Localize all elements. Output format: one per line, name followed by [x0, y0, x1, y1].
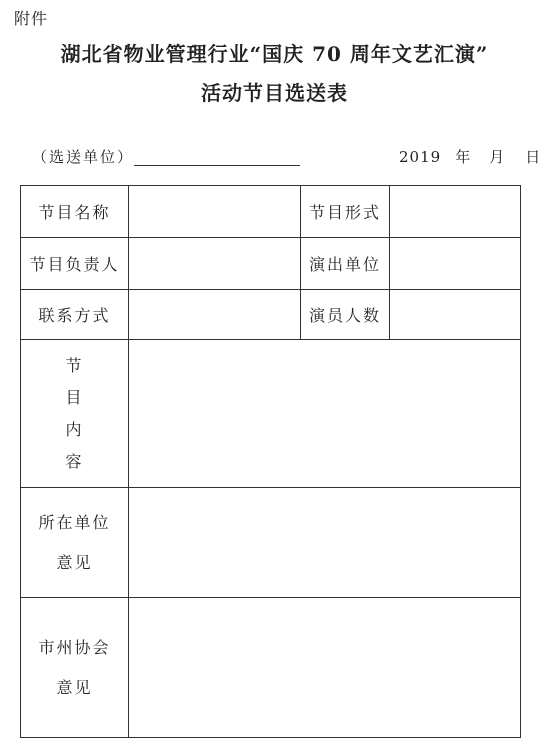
city-association-line1: 市州协会 [38, 637, 111, 657]
program-submission-table [20, 185, 521, 738]
program-format-field[interactable] [390, 186, 521, 238]
unit-opinion-line1: 所在单位 [38, 512, 111, 532]
unit-opinion-line2: 意见 [56, 552, 93, 572]
program-content-field[interactable] [129, 340, 521, 488]
table-row [21, 290, 521, 340]
attachment-label: 附件 [14, 9, 49, 28]
date-year-unit: 年 [455, 148, 472, 166]
table-row [21, 340, 521, 488]
table-row [21, 488, 521, 598]
city-association-opinion-label [21, 598, 129, 738]
date-line [399, 146, 541, 167]
program-name-field[interactable] [129, 186, 301, 238]
program-content-char: 容 [65, 451, 84, 471]
date-day-unit: 日 [525, 148, 542, 166]
table-row [21, 238, 521, 290]
program-format-label: 节目形式 [301, 186, 390, 238]
date-month-unit: 月 [489, 148, 506, 166]
program-content-char: 目 [65, 387, 84, 407]
contact-label: 联系方式 [21, 290, 129, 340]
performer-count-field[interactable] [390, 290, 521, 340]
performer-count-label: 演员人数 [301, 290, 390, 340]
performing-unit-field[interactable] [390, 238, 521, 290]
program-lead-label: 节目负责人 [21, 238, 129, 290]
city-association-line2: 意见 [56, 677, 93, 697]
unit-opinion-label [21, 488, 129, 598]
program-content-char: 内 [65, 419, 84, 439]
form-title-line2: 活动节目选送表 [201, 81, 348, 105]
contact-field[interactable] [129, 290, 301, 340]
program-content-char: 节 [65, 355, 84, 375]
date-year: 2019 [399, 148, 442, 166]
table-row [21, 186, 521, 238]
program-name-label: 节目名称 [21, 186, 129, 238]
program-content-label [21, 340, 129, 488]
program-lead-field[interactable] [129, 238, 301, 290]
submitting-unit-label: （选送单位） [32, 148, 135, 166]
unit-opinion-field[interactable] [129, 488, 521, 598]
submitting-unit-field[interactable] [134, 165, 300, 166]
city-association-opinion-field[interactable] [129, 598, 521, 738]
table-row [21, 598, 521, 738]
performing-unit-label: 演出单位 [301, 238, 390, 290]
form-title-line1: 湖北省物业管理行业“国庆 70 周年文艺汇演” [60, 42, 489, 66]
